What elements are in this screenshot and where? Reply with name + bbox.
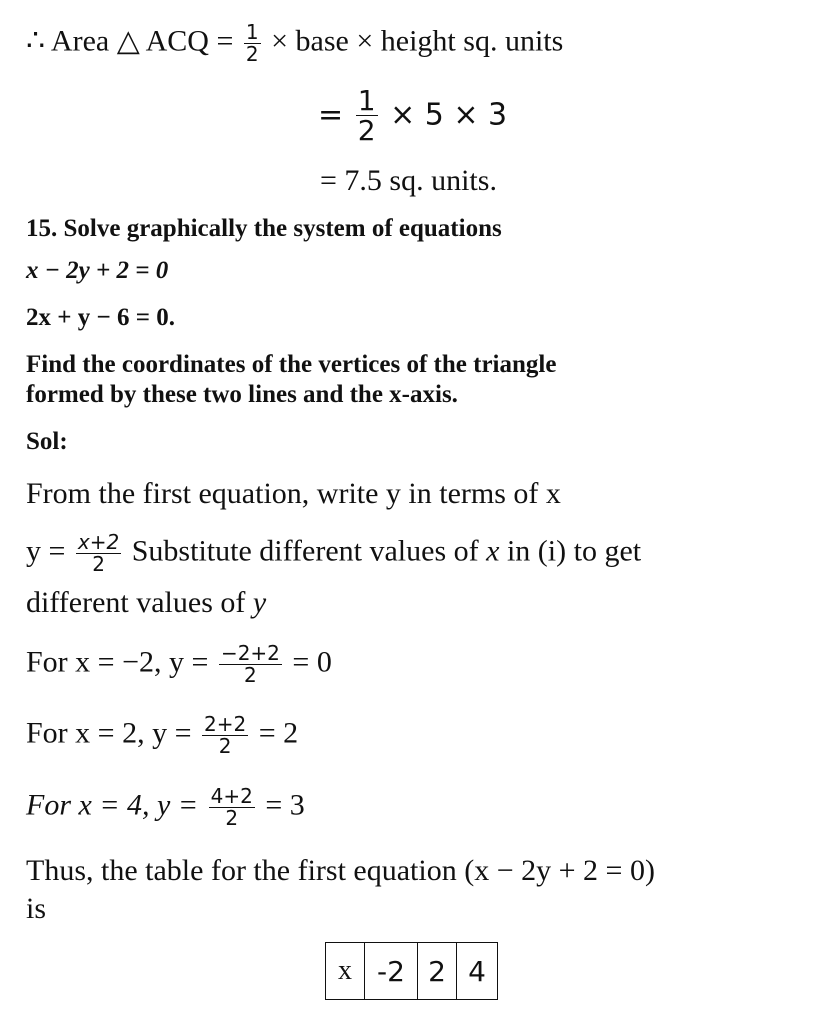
row-prefix: For x = −2, y =	[26, 645, 209, 679]
fraction-denominator: 2	[218, 734, 232, 758]
solution-label: Sol:	[26, 428, 68, 455]
substitute-line-2	[26, 586, 266, 620]
value-row-1	[26, 643, 332, 686]
question-find-line-2: formed by these two lines and the x-axis.	[26, 381, 458, 408]
y-fraction	[76, 532, 121, 575]
row-prefix: For x = 4, y =	[26, 788, 199, 822]
question-equation-1: x − 2y + 2 = 0	[26, 257, 169, 284]
table-row	[326, 943, 498, 1000]
fraction-numerator: −2+2	[220, 641, 280, 665]
fraction-denominator: 2	[357, 114, 376, 148]
area-result: = 7.5 sq. units.	[320, 164, 497, 197]
row-result: = 3	[265, 788, 305, 822]
substitute-line2-var: y	[252, 586, 267, 619]
fraction-numerator: 2+2	[204, 712, 247, 736]
table-cell: x	[326, 943, 365, 1000]
substitute-var: x	[486, 534, 500, 568]
table-cell: 2	[418, 943, 457, 1000]
half-fraction-large	[356, 86, 378, 146]
y-prefix: y =	[26, 534, 66, 568]
question-find-line-1: Find the coordinates of the vertices of the triangle	[26, 351, 557, 378]
fraction-numerator: 4+2	[210, 784, 253, 808]
fraction-numerator: 1	[245, 20, 259, 44]
row-prefix: For x = 2, y =	[26, 716, 192, 750]
values-table-wrap	[325, 942, 498, 1000]
area-formula-suffix: × base × height sq. units	[271, 24, 564, 58]
question-title: 15. Solve graphically the system of equations	[26, 215, 502, 242]
row-fraction	[219, 643, 282, 686]
table-cell: 4	[457, 943, 498, 1000]
area-line-1	[26, 22, 563, 65]
fraction-denominator: 2	[245, 42, 259, 66]
substitute-text-a: Substitute different values of	[131, 534, 487, 568]
thus-line-1: Thus, the table for the first equation (x − 2y + 2 = 0)	[26, 854, 655, 887]
row-result: = 2	[258, 716, 299, 750]
fraction-numerator: 1	[357, 84, 376, 117]
area-prefix: ∴ Area △ ACQ =	[26, 24, 234, 58]
fraction-denominator: 2	[92, 552, 105, 576]
substitute-line2-text: different values of	[26, 586, 253, 619]
value-row-3	[26, 786, 305, 829]
area-product: × 5 × 3	[390, 97, 508, 133]
area-line-2	[318, 86, 507, 146]
row-result: = 0	[292, 645, 332, 679]
value-row-2	[26, 714, 298, 757]
table-cell: -2	[365, 943, 418, 1000]
thus-line-2: is	[26, 892, 47, 925]
row-fraction	[202, 714, 248, 757]
fraction-denominator: 2	[225, 806, 239, 830]
solution-intro: From the first equation, write y in terms of x	[26, 477, 561, 510]
y-expression-line	[26, 532, 641, 575]
substitute-text-b: in (i) to get	[499, 534, 642, 568]
fraction-numerator: x+2	[77, 530, 120, 554]
area-line-3	[320, 164, 497, 198]
fraction-denominator: 2	[244, 663, 257, 687]
values-table	[325, 942, 498, 1000]
row-fraction	[209, 786, 255, 829]
half-fraction	[244, 22, 261, 65]
equals-sign: =	[318, 97, 344, 133]
question-equation-2: 2x + y − 6 = 0.	[26, 304, 175, 331]
